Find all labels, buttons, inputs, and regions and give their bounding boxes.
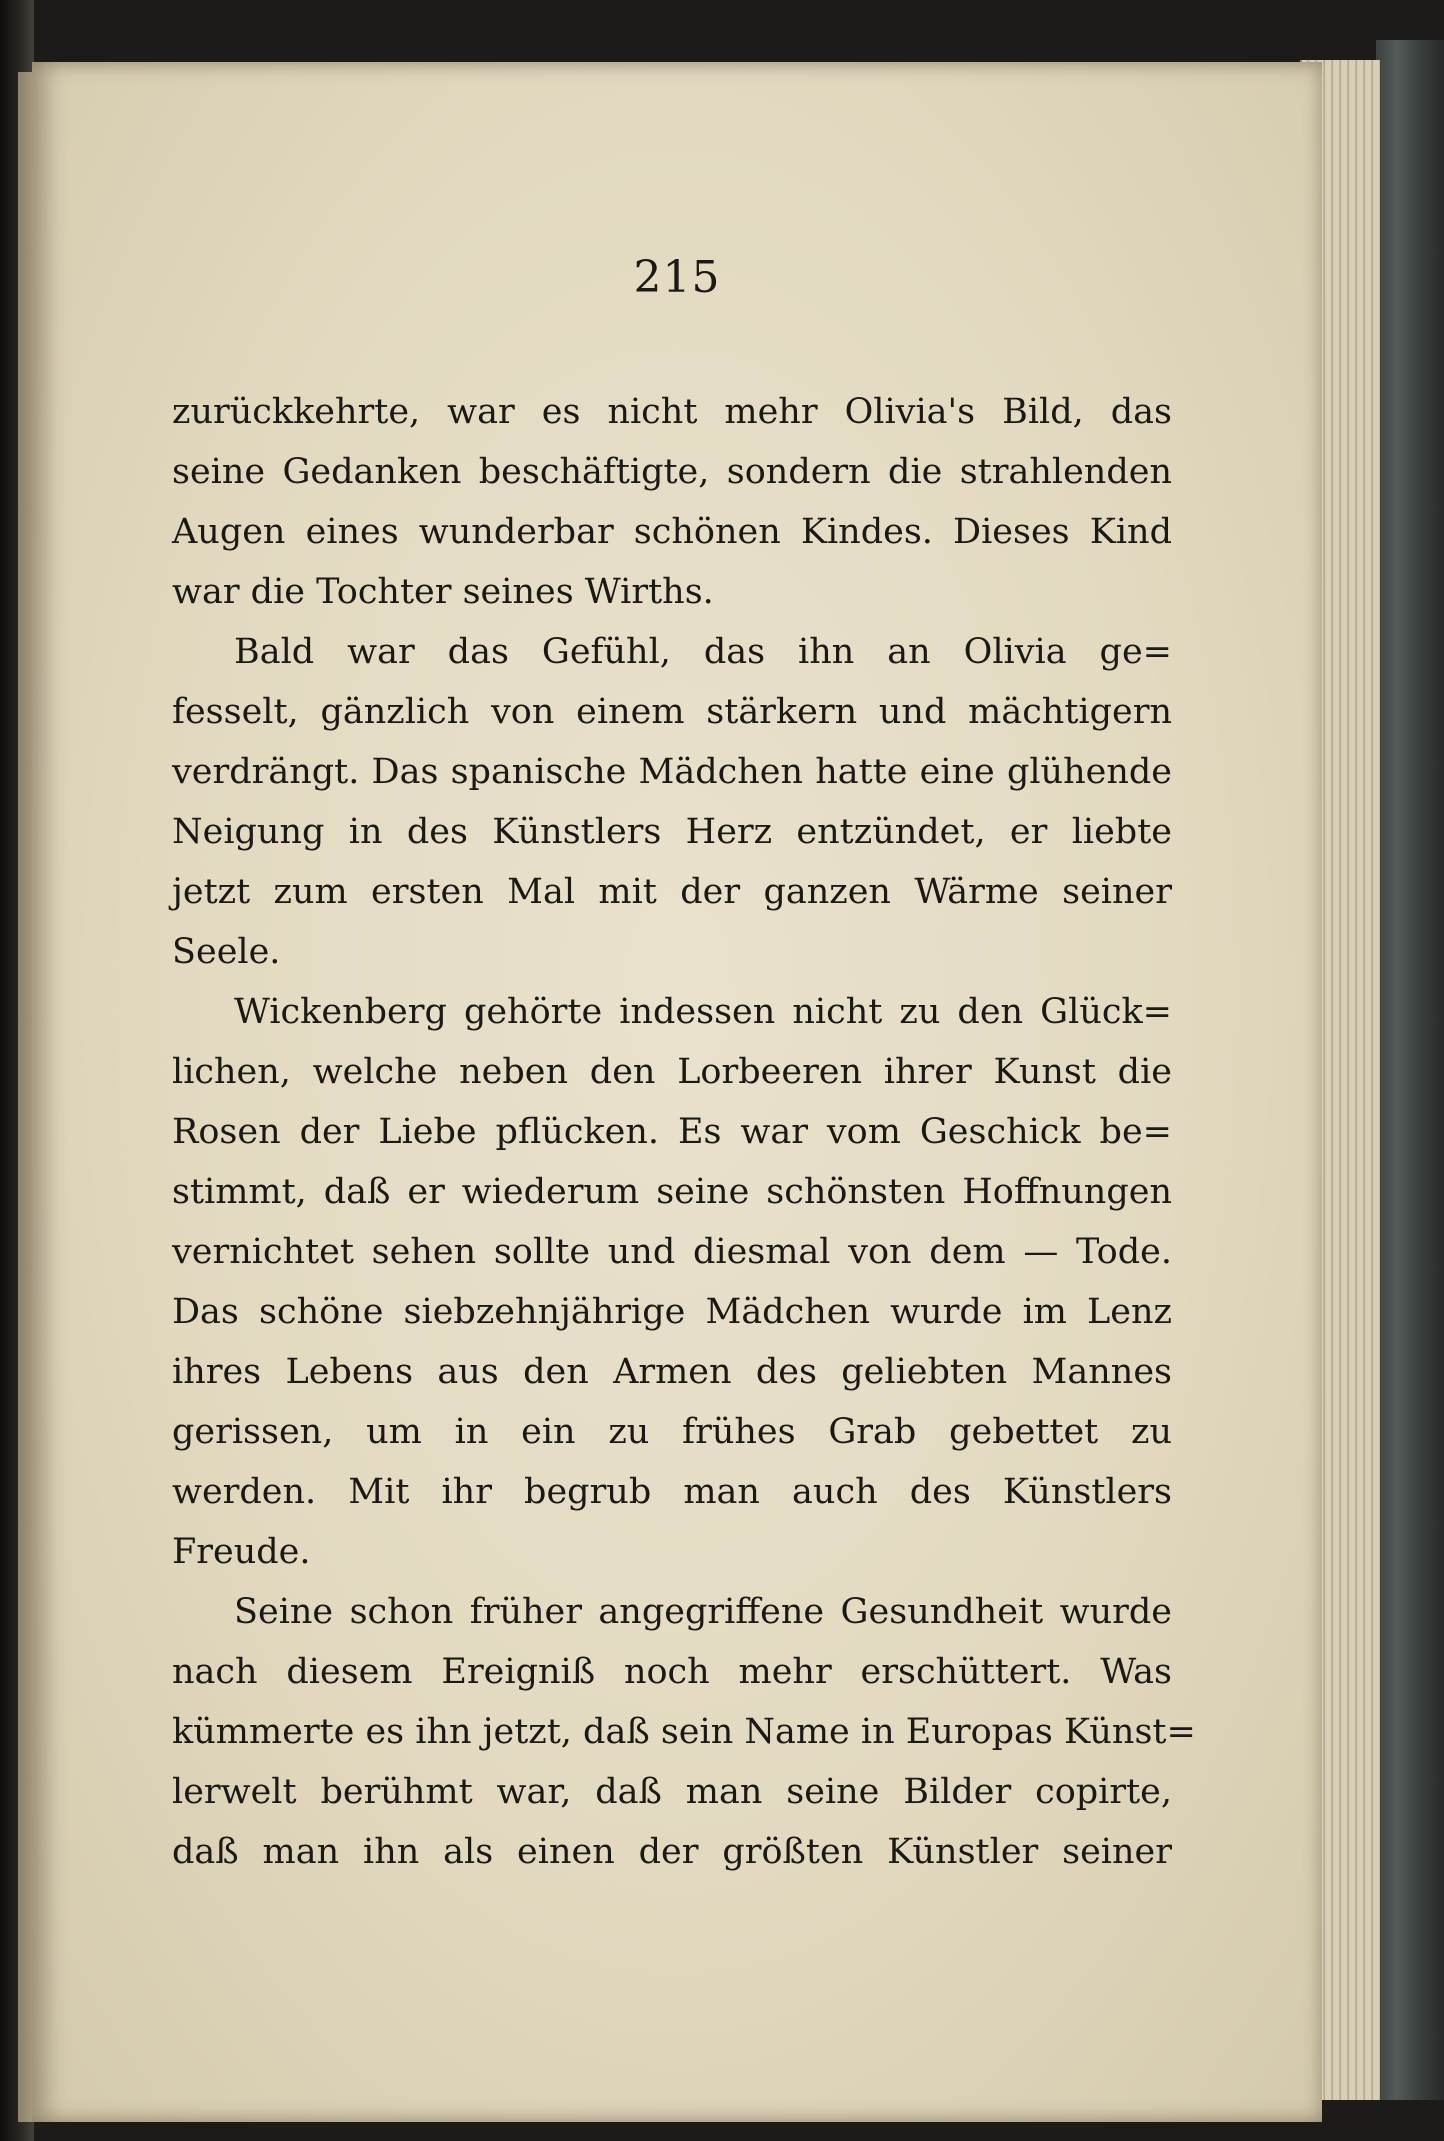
text-line: werden. Mit ihr begrub man auch des Künstlers <box>172 1472 1172 1512</box>
text-line: Das schöne siebzehnjährige Mädchen wurde im Lenz <box>172 1292 1172 1332</box>
text-line: seine Gedanken beschäftigte, sondern die strahlenden <box>172 452 1172 492</box>
text-line: lerwelt berühmt war, daß man seine Bilder copirte, <box>172 1772 1172 1812</box>
text-line: war die Tochter seines Wirths. <box>172 572 714 612</box>
book-page <box>32 62 1322 2122</box>
text-line: zurückkehrte, war es nicht mehr Olivia's Bild, das <box>172 392 1172 432</box>
text-line: Bald war das Gefühl, das ihn an Olivia ge= <box>234 632 1172 672</box>
text-line: Wickenberg gehörte indessen nicht zu den Glück= <box>234 992 1172 1032</box>
text-line: verdrängt. Das spanische Mädchen hatte eine glühende <box>172 752 1172 792</box>
page-text <box>172 382 1196 1882</box>
book-cover-board <box>1376 40 1444 2100</box>
text-line: Neigung in des Künstlers Herz entzündet, er liebte <box>172 812 1172 852</box>
text-line: Seine schon früher angegriffene Gesundheit wurde <box>234 1592 1172 1632</box>
text-line: ihres Lebens aus den Armen des geliebten Mannes <box>172 1352 1172 1392</box>
text-line: kümmerte es ihn jetzt, daß sein Name in Europas Künst= <box>172 1712 1196 1752</box>
page-number: 215 <box>633 252 721 303</box>
text-line: gerissen, um in ein zu frühes Grab gebettet zu <box>172 1412 1172 1452</box>
text-line: daß man ihn als einen der größten Künstler seiner <box>172 1832 1172 1872</box>
text-line: lichen, welche neben den Lorbeeren ihrer Kunst die <box>172 1052 1172 1092</box>
text-line: stimmt, daß er wiederum seine schönsten Hoffnungen <box>172 1172 1172 1212</box>
text-line: Rosen der Liebe pflücken. Es war vom Geschick be= <box>172 1112 1172 1152</box>
text-line: Seele. <box>172 932 281 972</box>
text-line: Augen eines wunderbar schönen Kindes. Dieses Kind <box>172 512 1172 552</box>
text-line: Freude. <box>172 1532 311 1572</box>
text-line: nach diesem Ereigniß noch mehr erschüttert. Was <box>172 1652 1172 1692</box>
text-line: vernichtet sehen sollte und diesmal von dem — Tode. <box>172 1232 1172 1272</box>
text-line: jetzt zum ersten Mal mit der ganzen Wärme seiner <box>172 872 1172 912</box>
text-line: fesselt, gänzlich von einem stärkern und mächtigern <box>172 692 1172 732</box>
